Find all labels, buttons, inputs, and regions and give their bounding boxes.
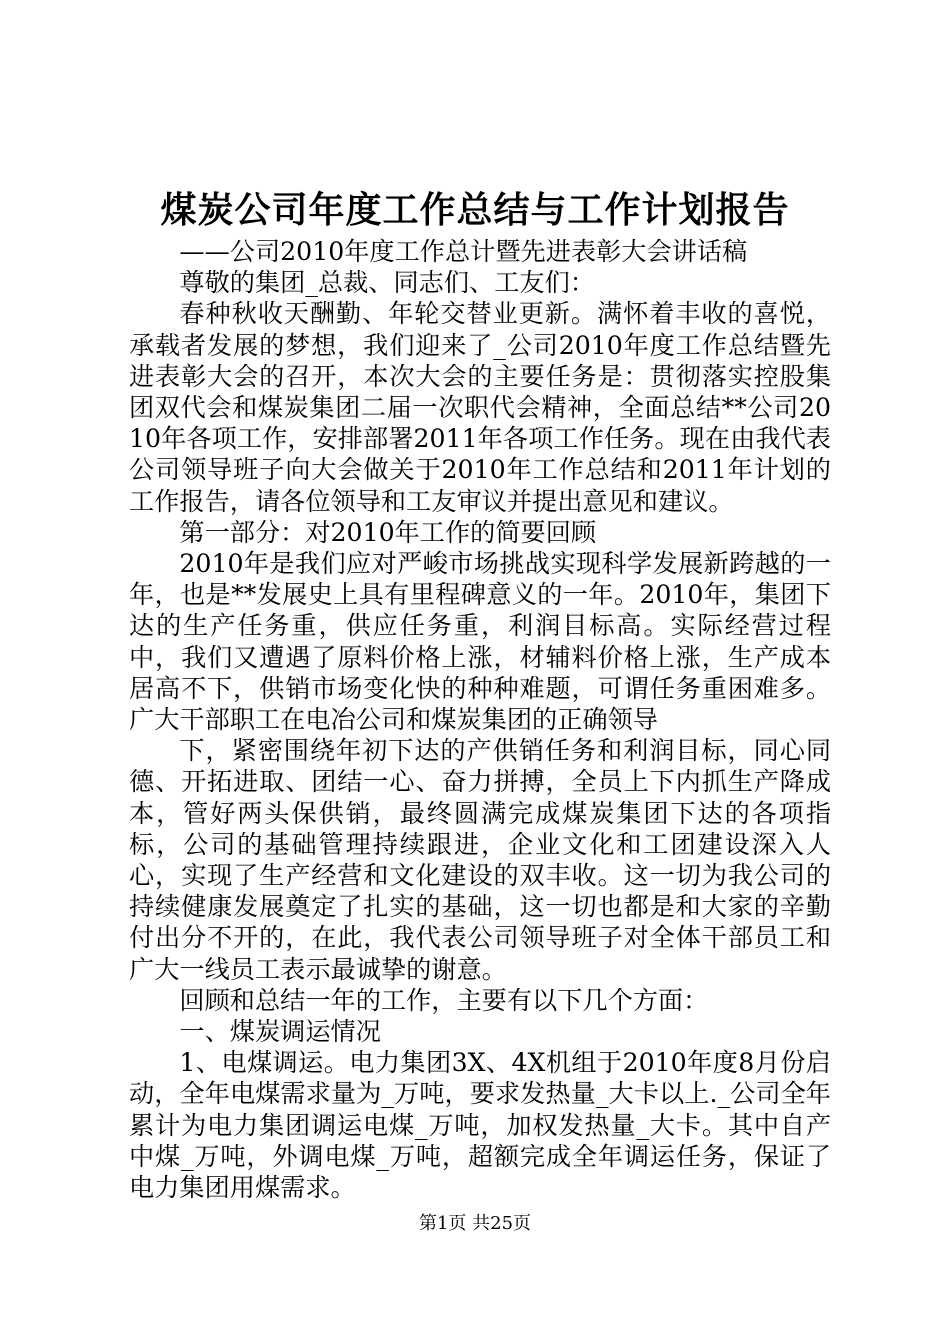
section-heading: 第一部分：对2010年工作的简要回顾 — [179, 517, 597, 547]
paragraph-summary-lead: 回顾和总结一年的工作，主要有以下几个方面： — [179, 985, 709, 1015]
paragraph-intro: 春种秋收天酬勤、年轮交替业更新。满怀着丰收的喜悦，承载者发展的梦想，我们迎来了_公司2010年度工作总结暨先进表彰大会的召开，本次大会的主要任务是：贯彻落实控股集团双代会和煤炭集团二届一次职代会精神，全面总结**公司2010年各项工作，安排部署2011年各项工作任务。现在由我代表公司领导班子向大会做关于2010年工作总结和2011年计划的工作报告，请各位领导和工友审议并提出意见和建议。 — [129, 299, 831, 516]
paragraph-continuation: 下，紧密围绕年初下达的产供销任务和利润目标，同心同德、开拓进取、团结一心、奋力拼搏，全员上下内抓生产降成本，管好两头保供销，最终圆满完成煤炭集团下达的各项指标，公司的基础管理持续跟进，企业文化和工团建设深入人心，实现了生产经营和文化建设的双丰收。这一切为我公司的持续健康发展奠定了扎实的基础，这一切也都是和大家的辛勤付出分不开的，在此，我代表公司领导班子对全体干部员工和广大一线员工表示最诚挚的谢意。 — [129, 736, 831, 984]
subsection-heading: 一、煤炭调运情况 — [179, 1017, 381, 1047]
subtitle-line: ——公司2010年度工作总计暨先进表彰大会讲话稿 — [179, 237, 748, 266]
document-title: 煤炭公司年度工作总结与工作计划报告 — [160, 189, 790, 231]
paragraph-review: 2010年是我们应对严峻市场挑战实现科学发展新跨越的一年，也是**发展史上具有里程碑意义的一年。2010年，集团下达的生产任务重，供应任务重，利润目标高。实际经营过程中，我们又遭遇了原料价格上涨，材辅料价格上涨，生产成本居高不下，供销市场变化快的种种难题，可谓任务重困难多。广大干部职工在电冶公司和煤炭集团的正确领导 — [129, 549, 831, 735]
document-body — [129, 236, 831, 1203]
salutation: 尊敬的集团_总裁、同志们、工友们： — [179, 268, 595, 298]
page-indicator: 第1页 共25页 — [418, 1213, 532, 1234]
paragraph-coal-dispatch: 1、电煤调运。电力集团3X、4X机组于2010年度8月份启动，全年电煤需求量为_万吨，要求发热量_大卡以上._公司全年累计为电力集团调运电煤_万吨，加权发热量_大卡。其中自产中煤_万吨，外调电煤_万吨，超额完成全年调运任务，保证了电力集团用煤需求。 — [129, 1048, 831, 1203]
